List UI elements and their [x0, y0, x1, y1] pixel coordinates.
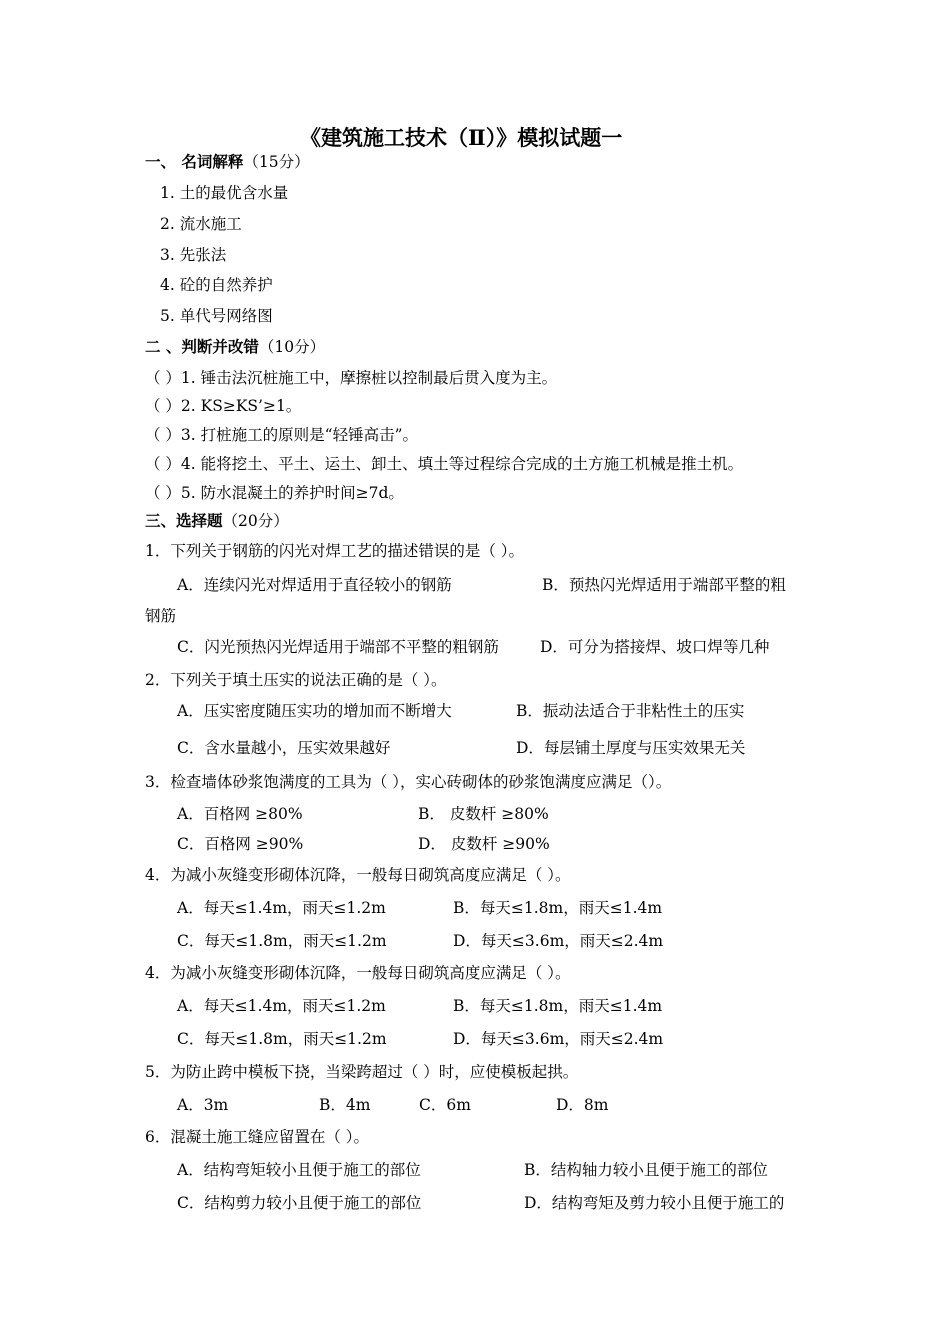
section-heading-choice [145, 511, 289, 531]
option-a: A．连续闪光对焊适用于直径较小的钢筋 [177, 576, 452, 594]
question-stem: 6．混凝土施工缝应留置在（ ）。 [145, 1128, 370, 1146]
option-b: B．预热闪光焊适用于端部平整的粗 [542, 576, 786, 594]
true-false-item: （ ）2. KS≥KS’≥1。 [145, 397, 302, 415]
true-false-item: （ ）4. 能将挖土、平土、运土、卸土、填土等过程综合完成的土方施工机械是推土机。 [145, 455, 744, 473]
option-a: A．每天≤1.4m，雨天≤1.2m [177, 899, 386, 917]
term-item: 3. 先张法 [160, 246, 227, 264]
option-a: A．3m [177, 1096, 229, 1114]
option-c: C．含水量越小，压实效果越好 [177, 739, 391, 757]
term-item: 2. 流水施工 [160, 215, 242, 233]
option-a: A．结构弯矩较小且便于施工的部位 [177, 1161, 421, 1179]
section-points: （10分） [258, 338, 326, 356]
section-points: （15分） [243, 153, 310, 171]
term-item: 4. 砼的自然养护 [160, 276, 273, 294]
section-heading-text: 三、选择题 [145, 511, 223, 530]
option-c: C．每天≤1.8m，雨天≤1.2m [177, 932, 387, 950]
option-d: D．8m [556, 1096, 609, 1114]
section-heading-true-false [145, 337, 325, 357]
option-a: A．每天≤1.4m，雨天≤1.2m [177, 997, 386, 1015]
question-stem: 5．为防止跨中模板下挠，当梁跨超过（ ）时，应使模板起拱。 [145, 1063, 579, 1081]
question-stem: 1．下列关于钢筋的闪光对焊工艺的描述错误的是（ ）。 [145, 542, 525, 560]
section-heading-text: 二 、判断并改错 [145, 337, 259, 356]
true-false-item: （ ）5. 防水混凝土的养护时间≥7d。 [145, 484, 404, 502]
option-c: C．每天≤1.8m，雨天≤1.2m [177, 1030, 387, 1048]
option-b: B．每天≤1.8m，雨天≤1.4m [453, 899, 663, 917]
option-b: B．结构轴力较小且便于施工的部位 [524, 1161, 768, 1179]
option-c: C．6m [419, 1096, 471, 1114]
question-stem: 4．为减小灰缝变形砌体沉降，一般每日砌筑高度应满足（ ）。 [145, 866, 571, 884]
option-d: D． 皮数杆 ≥90% [418, 835, 550, 853]
option-b: B． 皮数杆 ≥80% [418, 805, 549, 823]
section-heading-text: 一、 名词解释 [145, 152, 244, 171]
true-false-item: （ ）3. 打桩施工的原则是“轻锤高击”。 [145, 426, 418, 444]
term-item: 5. 单代号网络图 [160, 307, 273, 325]
question-stem: 4．为减小灰缝变形砌体沉降，一般每日砌筑高度应满足（ ）。 [145, 964, 571, 982]
question-stem: 2．下列关于填土压实的说法正确的是（ ）。 [145, 671, 447, 689]
true-false-item: （ ）1. 锤击法沉桩施工中，摩擦桩以控制最后贯入度为主。 [145, 369, 558, 387]
option-a: A．压实密度随压实功的增加而不断增大 [177, 702, 452, 720]
option-d: D．可分为搭接焊、坡口焊等几种 [540, 638, 770, 656]
option-d: D．每层铺土厚度与压实效果无关 [516, 739, 746, 757]
section-points: （20分） [222, 512, 289, 530]
option-d: D．结构弯矩及剪力较小且便于施工的 [524, 1194, 785, 1212]
option-d: D．每天≤3.6m，雨天≤2.4m [453, 932, 664, 950]
document-title: 《建筑施工技术（Ⅱ）》模拟试题一 [300, 125, 623, 150]
option-b: B．每天≤1.8m，雨天≤1.4m [453, 997, 663, 1015]
option-b-wrap: 钢筋 [145, 607, 177, 625]
question-stem: 3．检查墙体砂浆饱满度的工具为（ ），实心砖砌体的砂浆饱满度应满足（）。 [145, 773, 672, 791]
term-item: 1. 土的最优含水量 [160, 184, 289, 202]
option-a: A．百格网 ≥80% [177, 805, 303, 823]
option-b: B．振动法适合于非粘性土的压实 [516, 702, 745, 720]
section-heading-terms [145, 152, 310, 172]
option-b: B．4m [319, 1096, 371, 1114]
option-d: D．每天≤3.6m，雨天≤2.4m [453, 1030, 664, 1048]
option-c: C．百格网 ≥90% [177, 835, 304, 853]
option-c: C．结构剪力较小且便于施工的部位 [177, 1194, 422, 1212]
option-c: C．闪光预热闪光焊适用于端部不平整的粗钢筋 [177, 638, 499, 656]
